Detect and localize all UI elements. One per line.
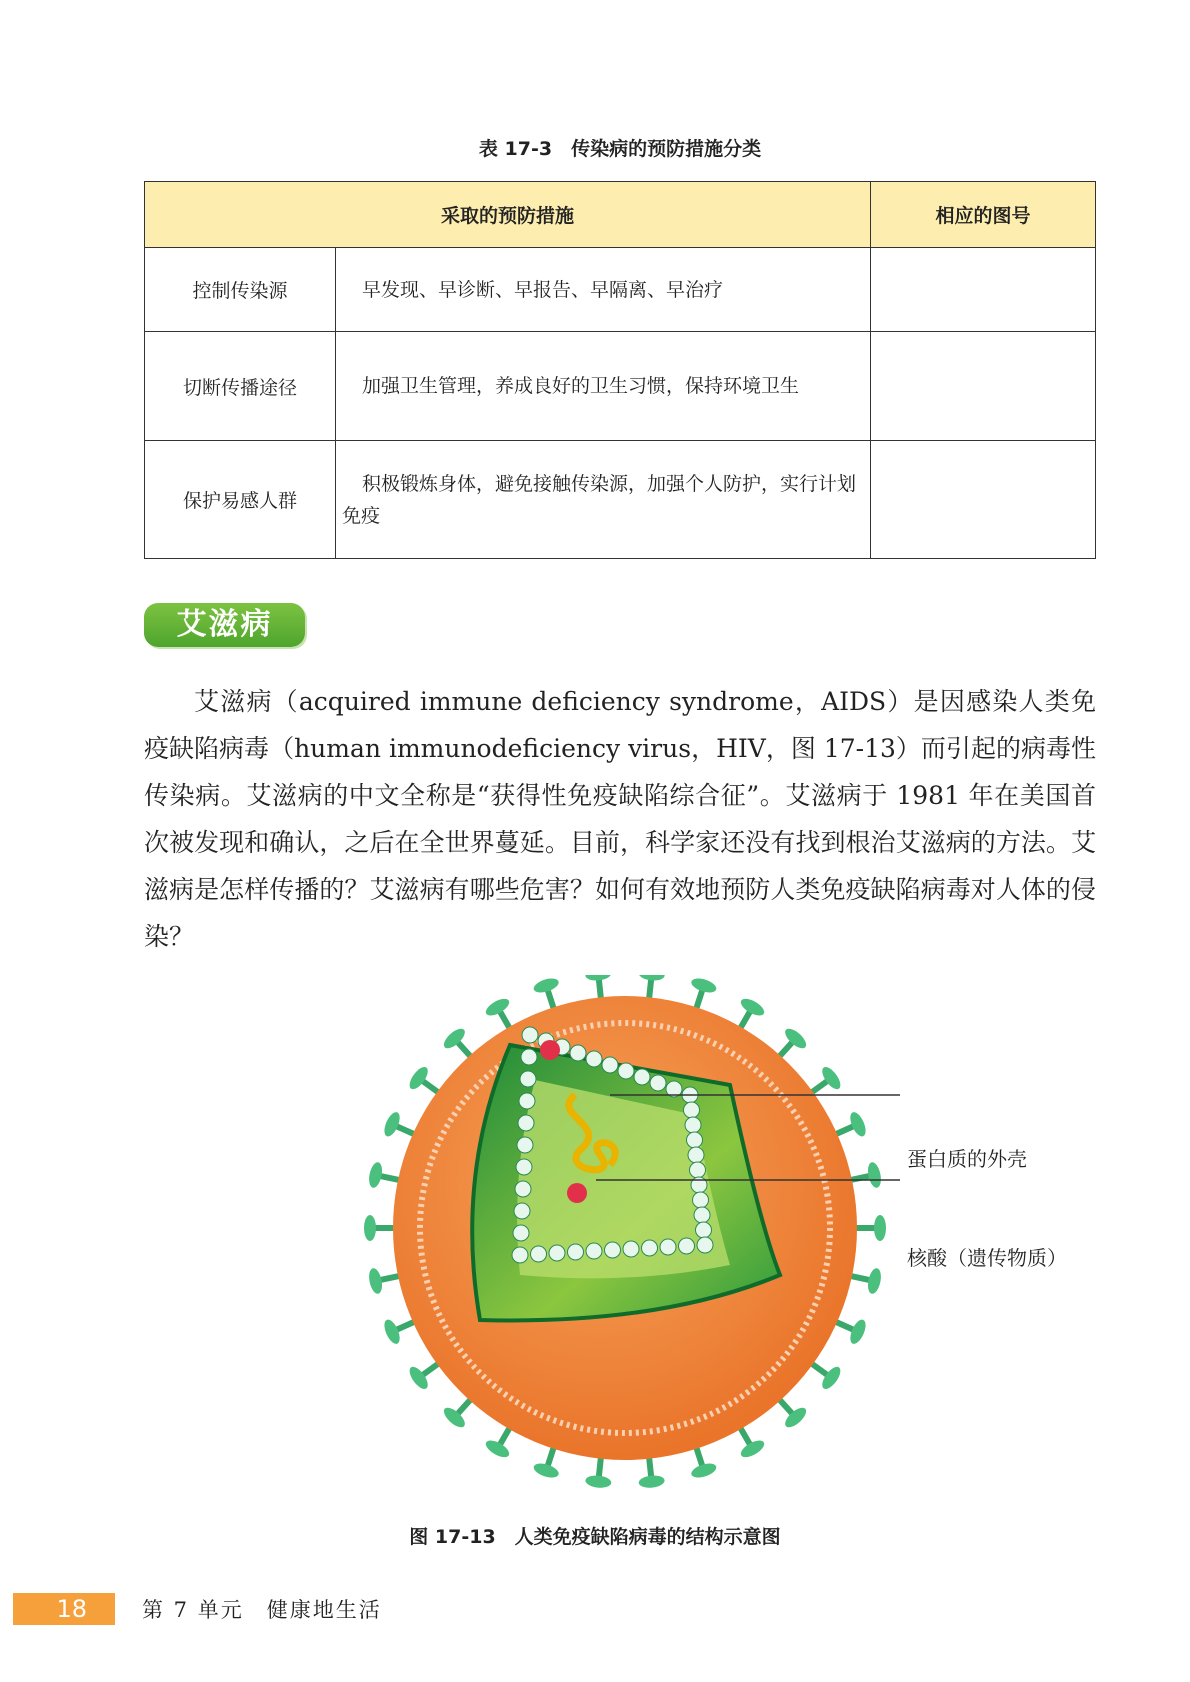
bead (688, 1147, 704, 1163)
bead (660, 1239, 676, 1255)
bead (570, 1045, 586, 1061)
spike-head (866, 1161, 883, 1189)
bead (519, 1093, 535, 1109)
spike-head (738, 995, 767, 1018)
bead (650, 1075, 666, 1091)
spike-head (367, 1161, 384, 1189)
row-category: 控制传染源 (145, 248, 336, 332)
row-measures: 早发现、早诊断、早报告、早隔离、早治疗 (336, 248, 871, 332)
bead (514, 1203, 530, 1219)
bead (605, 1242, 621, 1258)
spike-head (847, 1110, 869, 1139)
page-number: 18 (13, 1593, 115, 1625)
label-protein-shell: 蛋白质的外壳 (907, 1147, 1027, 1171)
spike-head (483, 995, 512, 1018)
bead (642, 1240, 658, 1256)
unit-title: 第 7 单元 健康地生活 (142, 1598, 382, 1622)
row-measures: 加强卫生管理，养成良好的卫生习惯，保持环境卫生 (336, 332, 871, 441)
bead (696, 1222, 712, 1238)
section-heading: 艾滋病 (144, 603, 305, 647)
bead (512, 1247, 528, 1263)
bead (693, 1192, 709, 1208)
figure-caption: 图 17-13 人类免疫缺陷病毒的结构示意图 (409, 1526, 781, 1548)
bead (549, 1245, 565, 1261)
table-row (145, 332, 1096, 441)
bead (586, 1243, 602, 1259)
bead (513, 1225, 529, 1241)
header-figure: 相应的图号 (871, 182, 1096, 248)
spike-head (381, 1317, 403, 1346)
bead (634, 1069, 650, 1085)
paragraph-text: 艾滋病（acquired immune deficiency syndrome，AIDS）是因感染人类免疫缺陷病毒（human immunodeficiency virus，HIV，图 17-13）而引起的病毒性传染病。艾滋病的中文全称是“获得性免疫缺陷综合征”。艾滋病于 1981 年在美国首次被发现和确认，之后在全世界蔓延。目前，科学家还没有找到根治艾滋病的方法。艾滋病是怎样传播的？艾滋病有哪些危害？如何有效地预防人类免疫缺陷病毒对人体的侵染？ (144, 687, 1096, 951)
hiv-structure-diagram (360, 975, 920, 1505)
header-measures: 采取的预防措施 (145, 182, 871, 248)
bead (697, 1237, 713, 1253)
bead (531, 1246, 547, 1262)
spike-head (381, 1110, 403, 1139)
bead (520, 1071, 536, 1087)
row-figure (871, 248, 1096, 332)
bead (690, 1162, 706, 1178)
row-category: 保护易感人群 (145, 441, 336, 559)
table-row (145, 248, 1096, 332)
bead (618, 1063, 634, 1079)
bead (521, 1049, 537, 1065)
bead (623, 1241, 639, 1257)
bead (687, 1132, 703, 1148)
row-figure (871, 441, 1096, 559)
row-figure (871, 332, 1096, 441)
spike-head (866, 1267, 883, 1295)
enzyme-dot (540, 1040, 560, 1060)
body-paragraph (144, 678, 1096, 960)
spike-head (638, 1474, 665, 1489)
spike-head (585, 1474, 612, 1489)
table-row (145, 441, 1096, 559)
bead (515, 1181, 531, 1197)
bead (684, 1102, 700, 1118)
label-nucleic-acid: 核酸（遗传物质） (907, 1246, 1067, 1270)
spike-head (874, 1215, 886, 1241)
spike-head (847, 1317, 869, 1346)
spike-head (367, 1267, 384, 1295)
bead (602, 1057, 618, 1073)
bead (568, 1244, 584, 1260)
row-measures: 积极锻炼身体，避免接触传染源，加强个人防护，实行计划免疫 (336, 441, 871, 559)
spike-head (364, 1215, 376, 1241)
bead (694, 1207, 710, 1223)
bead (586, 1051, 602, 1067)
bead (679, 1238, 695, 1254)
bead (522, 1027, 538, 1043)
row-category: 切断传播途径 (145, 332, 336, 441)
bead (685, 1117, 701, 1133)
bead (516, 1159, 532, 1175)
enzyme-dot (567, 1183, 587, 1203)
bead (517, 1137, 533, 1153)
table-caption: 表 17-3 传染病的预防措施分类 (478, 138, 762, 160)
table-header-row (145, 182, 1096, 248)
spike-head (483, 1437, 512, 1460)
prevention-table (144, 181, 1096, 559)
bead (518, 1115, 534, 1131)
spike-head (738, 1437, 767, 1460)
